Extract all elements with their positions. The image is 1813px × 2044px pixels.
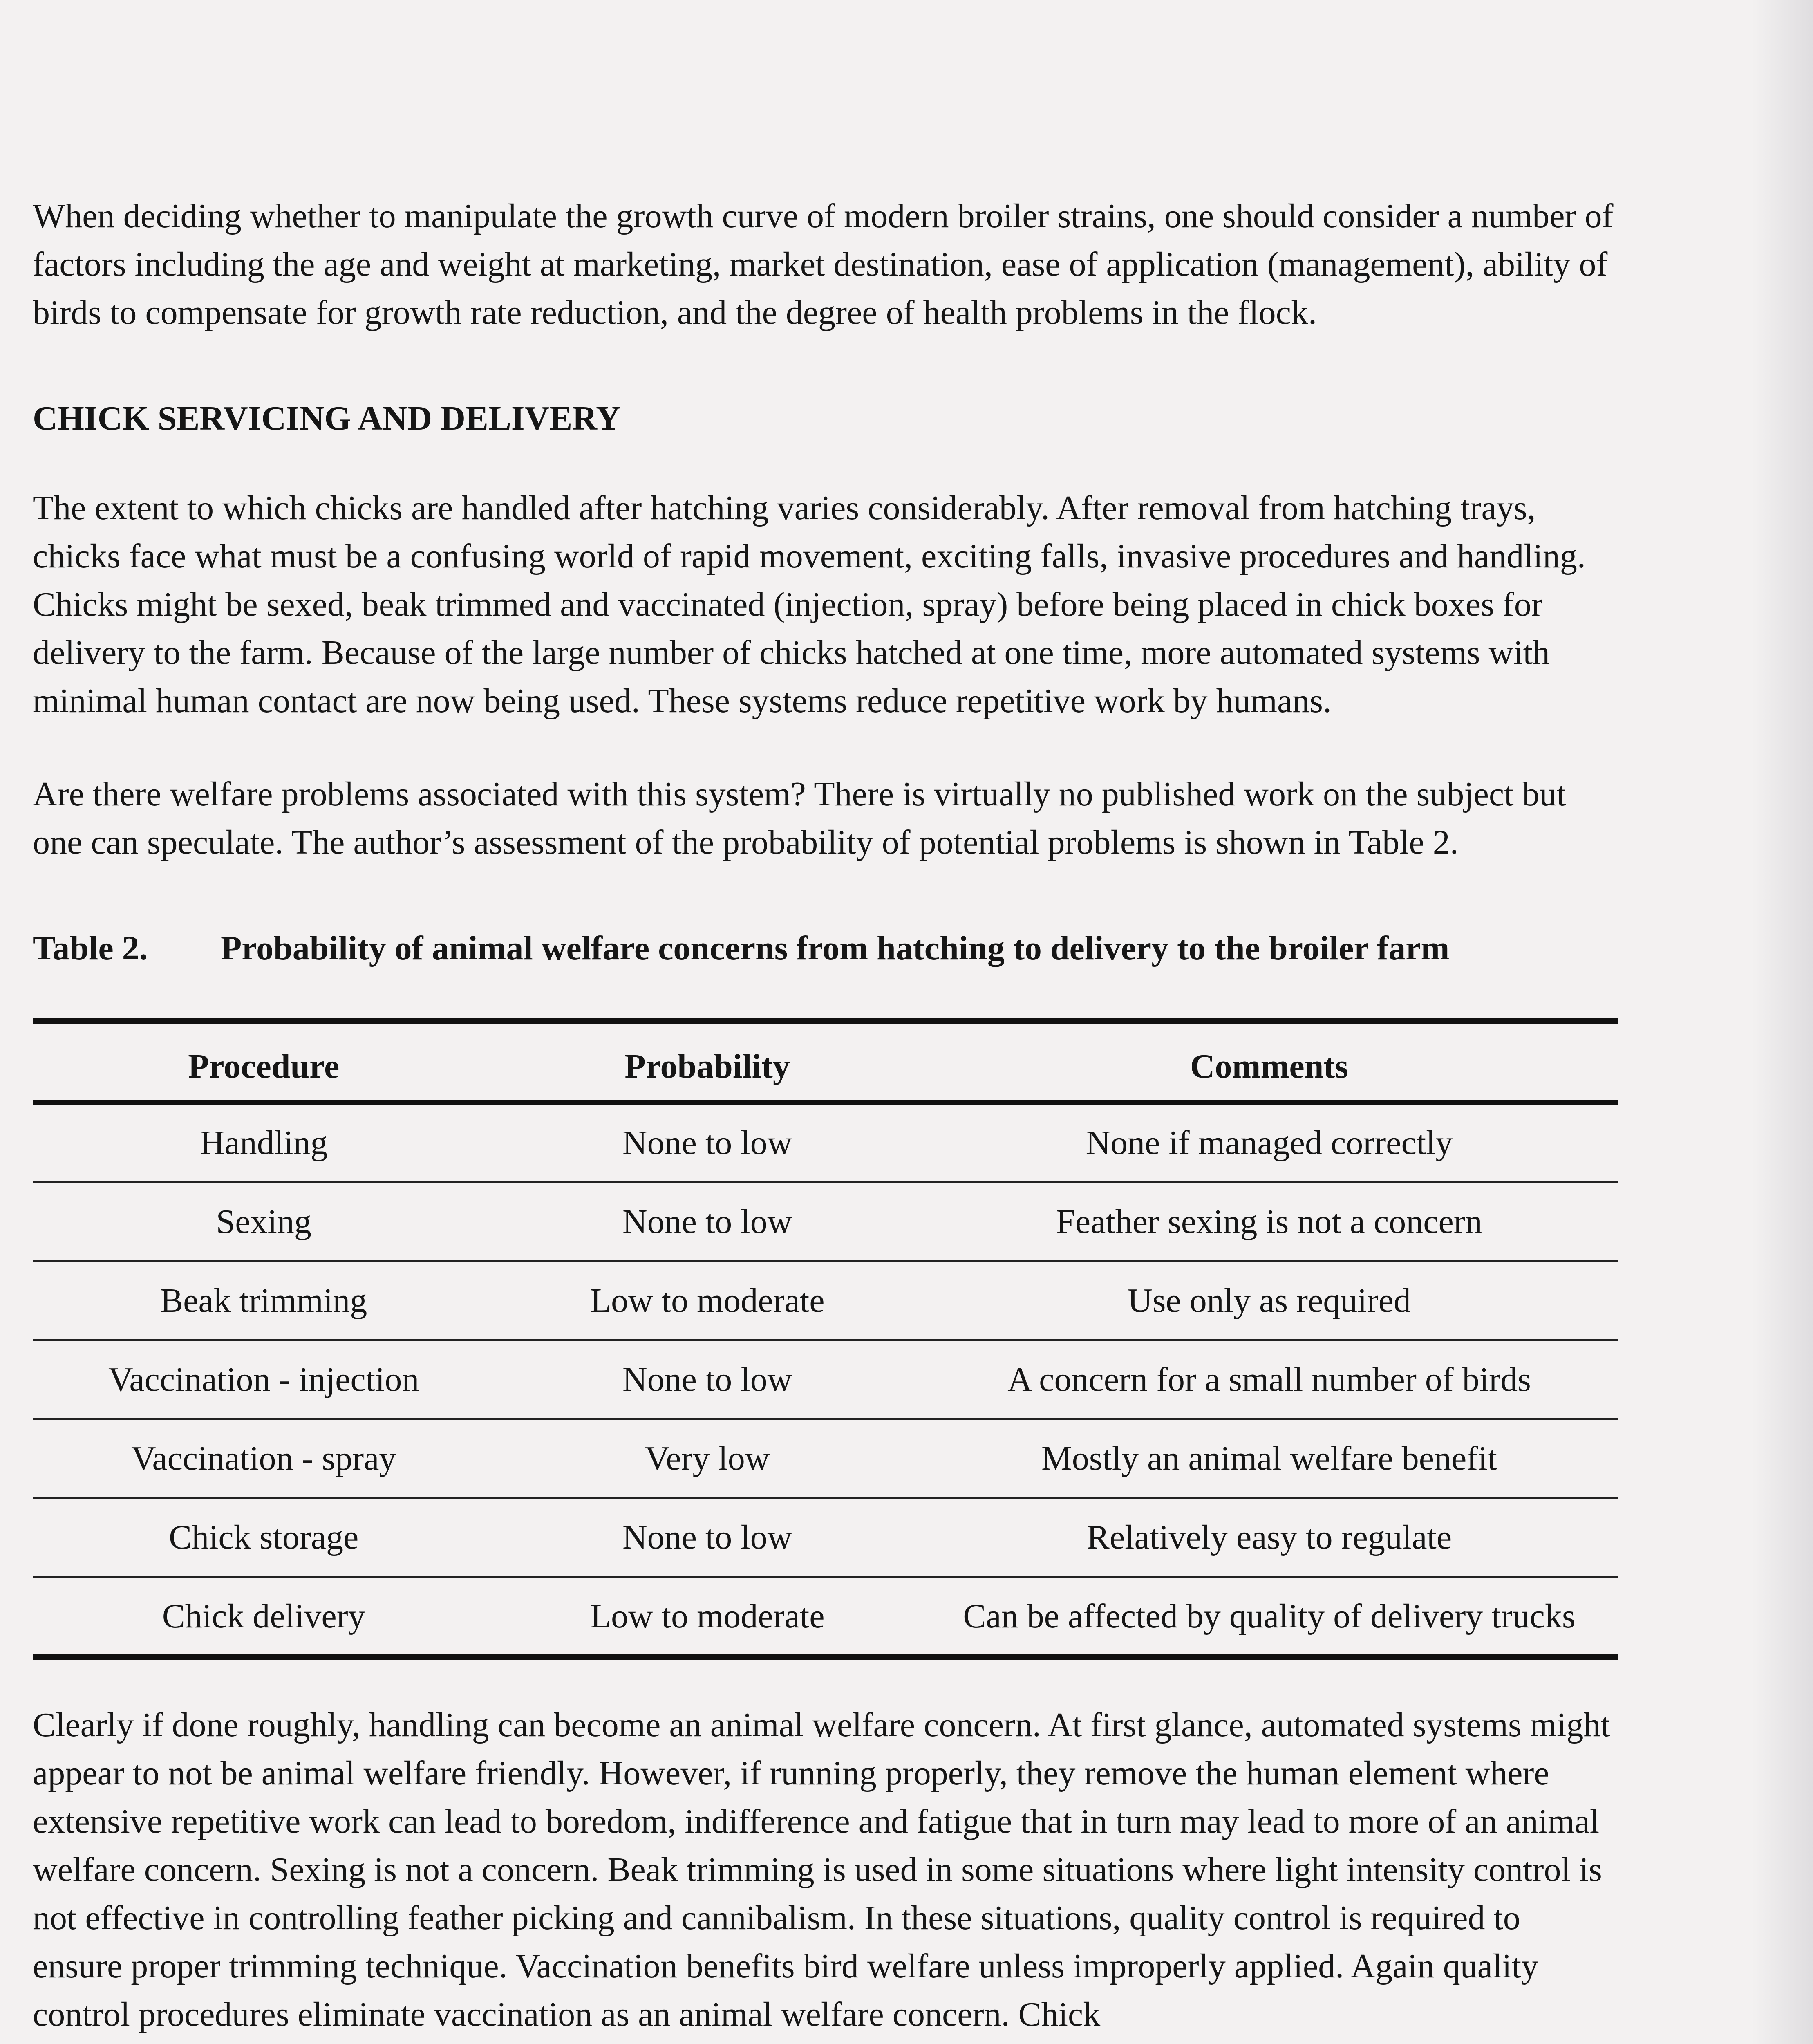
table-row	[33, 1103, 1618, 1182]
cell-comments: Feather sexing is not a concern	[920, 1182, 1618, 1261]
table-header-row	[33, 1021, 1618, 1103]
discussion-paragraph: Clearly if done roughly, handling can become an animal welfare concern. At first glance, automated systems might appear to not be animal welfare friendly. However, if running properly, they remove the human element where extensive repetitive work can lead to boredom, indifference and fatigue that in turn may lead to more of an animal welfare concern. Sexing is not a concern. Beak trimming is used in some situations where light intensity control is not effective in controlling feather picking and cannibalism. In these situations, quality control is required to ensure proper trimming technique. Vaccination benefits bird welfare unless improperly applied. Again quality control procedures eliminate vaccination as an animal welfare concern. Chick	[33, 1706, 1610, 2033]
cell-procedure: Vaccination - injection	[33, 1340, 495, 1419]
cell-procedure: Chick delivery	[33, 1577, 495, 1657]
cell-comments: A concern for a small number of birds	[920, 1340, 1618, 1419]
cell-probability: Low to moderate	[495, 1577, 920, 1657]
table-header	[33, 1021, 1618, 1103]
cell-comments: None if managed correctly	[920, 1103, 1618, 1182]
cell-probability: None to low	[495, 1182, 920, 1261]
table-row	[33, 1577, 1618, 1657]
table-row	[33, 1419, 1618, 1498]
cell-procedure: Handling	[33, 1103, 495, 1182]
servicing-paragraph: The extent to which chicks are handled after hatching varies considerably. After removal from hatching trays, chicks face what must be a confusing world of rapid movement, exciting falls, invasive procedures and handling. Chicks might be sexed, beak trimmed and vaccinated (injection, spray) before being placed in chick boxes for delivery to the farm. Because of the large number of chicks hatched at one time, more automated systems with minimal human contact are now being used. These systems reduce repetitive work by humans.	[33, 489, 1586, 720]
cell-procedure: Beak trimming	[33, 1261, 495, 1340]
header-probability: Probability	[624, 1047, 790, 1085]
table-row	[33, 1340, 1618, 1419]
cell-comments: Relatively easy to regulate	[920, 1498, 1618, 1577]
cell-probability: None to low	[495, 1103, 920, 1182]
cell-probability: Very low	[495, 1419, 920, 1498]
cell-procedure: Chick storage	[33, 1498, 495, 1577]
table-row	[33, 1498, 1618, 1577]
header-procedure: Procedure	[188, 1047, 340, 1085]
page-edge-shadow	[1752, 0, 1813, 2044]
table-body	[33, 1103, 1618, 1657]
cell-comments: Use only as required	[920, 1261, 1618, 1340]
cell-probability: Low to moderate	[495, 1261, 920, 1340]
section-heading: CHICK SERVICING AND DELIVERY	[33, 399, 621, 437]
welfare-question-paragraph: Are there welfare problems associated with this system? There is virtually no published work on the subject but one can speculate. The author’s assessment of the probability of potential problems is shown in Table 2.	[33, 775, 1566, 861]
header-comments: Comments	[1190, 1047, 1349, 1085]
page-content	[33, 192, 1618, 2039]
table-row	[33, 1182, 1618, 1261]
table-caption-text: Probability of animal welfare concerns from hatching to delivery to the broiler farm	[221, 929, 1450, 967]
cell-probability: None to low	[495, 1498, 920, 1577]
table-caption	[33, 928, 1618, 969]
welfare-table	[33, 1018, 1618, 1660]
table-caption-number: Table 2.	[33, 929, 148, 967]
cell-comments: Mostly an animal welfare benefit	[920, 1419, 1618, 1498]
cell-comments: Can be affected by quality of delivery trucks	[920, 1577, 1618, 1657]
cell-procedure: Sexing	[33, 1182, 495, 1261]
cell-procedure: Vaccination - spray	[33, 1419, 495, 1498]
intro-paragraph: When deciding whether to manipulate the growth curve of modern broiler strains, one should consider a number of factors including the age and weight at marketing, market destination, ease of application (management), ability of birds to compensate for growth rate reduction, and the degree of health problems in the flock.	[33, 197, 1614, 332]
cell-probability: None to low	[495, 1340, 920, 1419]
table-row	[33, 1261, 1618, 1340]
